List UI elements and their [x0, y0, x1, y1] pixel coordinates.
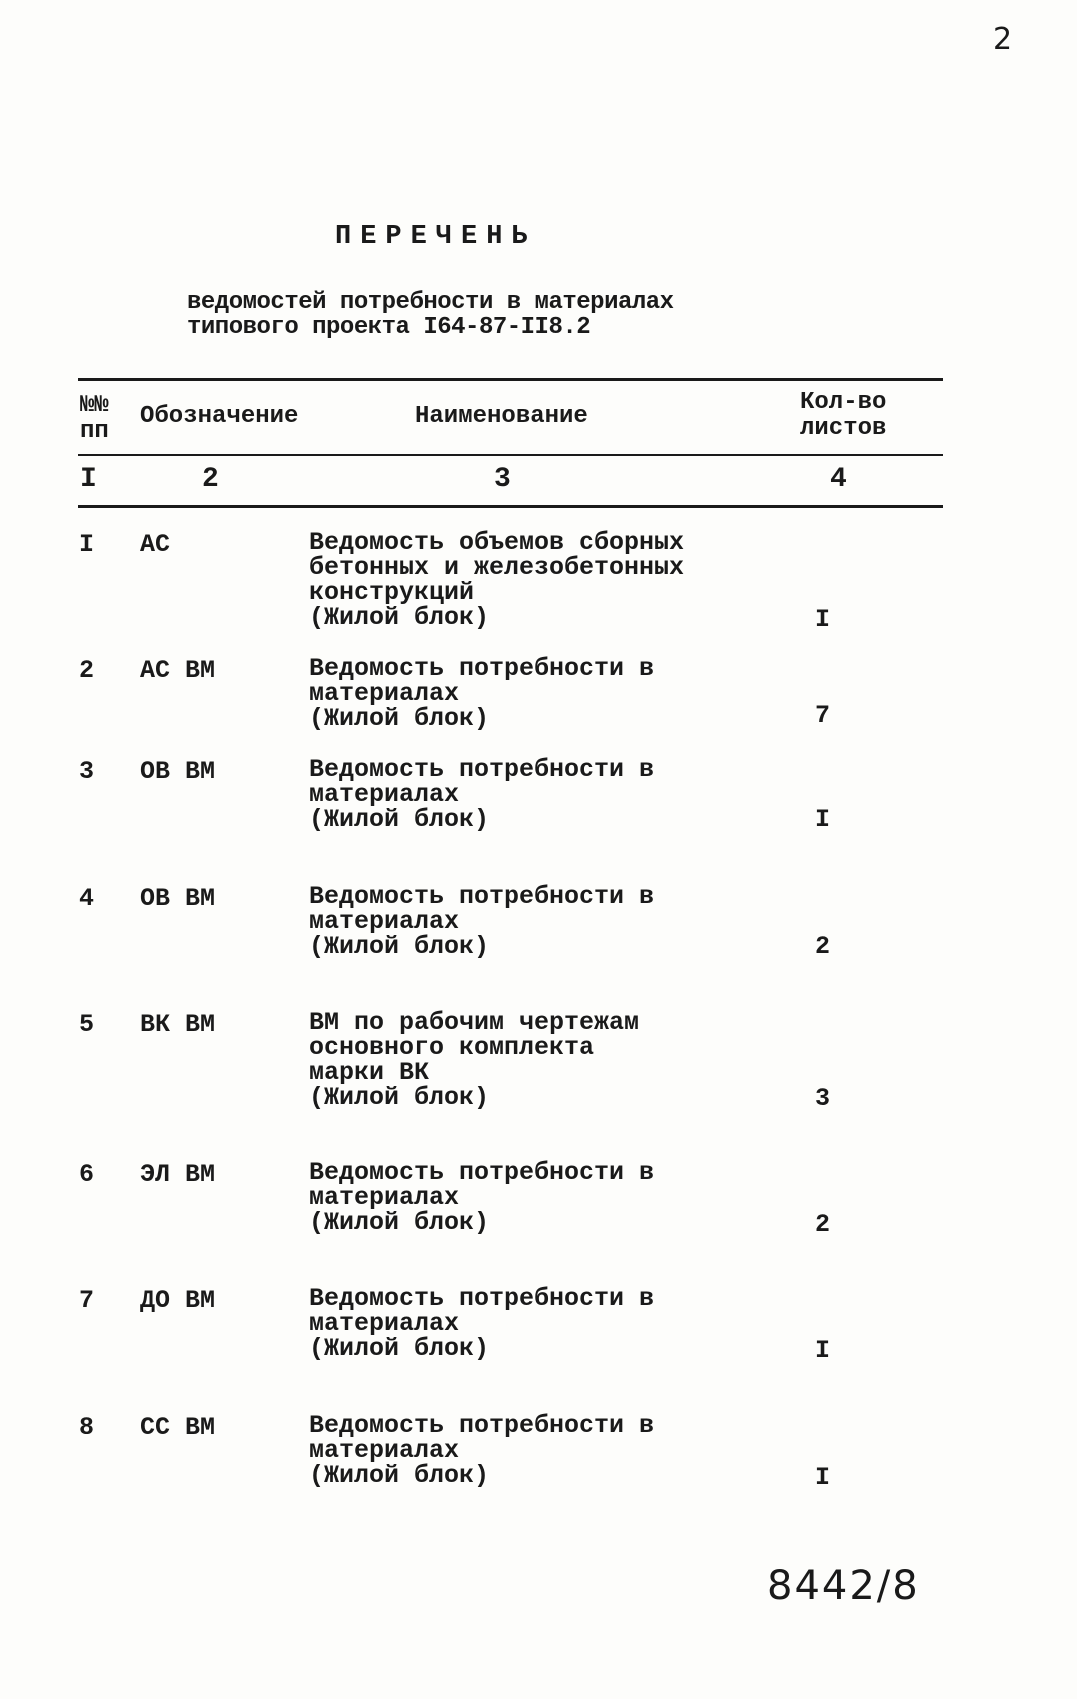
row-number: 4: [79, 884, 95, 913]
row-name: Ведомость объемов сборных бетонных и железобетонных конструкций (Жилой блок): [309, 528, 685, 632]
header-rule: [78, 454, 943, 456]
row-number: 8: [79, 1413, 95, 1442]
handwritten-number: 8442/8: [767, 1563, 920, 1609]
subtitle-line: типового проекта I64-87-II8.2: [187, 314, 591, 341]
row-number: 6: [79, 1160, 95, 1189]
column-number: 3: [494, 464, 511, 495]
row-sheets: 7: [815, 701, 831, 730]
row-designation: ОВ ВМ: [140, 884, 216, 913]
subtitle-line: ведомостей потребности в материалах: [187, 289, 674, 316]
row-name: Ведомость потребности в материалах (Жилой блок): [309, 1284, 655, 1363]
column-number: 2: [202, 464, 219, 495]
header-sheets: Кол-во листов: [800, 389, 887, 442]
row-name: Ведомость потребности в материалах (Жилой блок): [309, 654, 655, 733]
row-name: Ведомость потребности в материалах (Жилой блок): [309, 1158, 655, 1237]
row-name: Ведомость потребности в материалах (Жилой блок): [309, 755, 655, 834]
row-number: 3: [79, 757, 95, 786]
row-sheets: I: [815, 605, 831, 634]
row-designation: ЭЛ ВМ: [140, 1160, 216, 1189]
column-numbers-rule: [78, 505, 943, 508]
row-sheets: 2: [815, 1210, 831, 1239]
row-number: 5: [79, 1010, 95, 1039]
header-name: Наименование: [415, 403, 588, 430]
document-subtitle: [187, 290, 674, 340]
row-number: 2: [79, 656, 95, 685]
row-designation: ОВ ВМ: [140, 757, 216, 786]
row-number: 7: [79, 1286, 95, 1315]
column-number: 4: [830, 464, 847, 495]
row-sheets: 3: [815, 1084, 831, 1113]
row-designation: СС ВМ: [140, 1413, 216, 1442]
column-number: I: [80, 464, 97, 495]
row-sheets: I: [815, 1336, 831, 1365]
row-designation: ДО ВМ: [140, 1286, 216, 1315]
table-top-rule: [78, 378, 943, 381]
header-num: №№ пп: [80, 392, 109, 445]
header-designation: Обозначение: [140, 403, 299, 430]
row-number: I: [79, 530, 95, 559]
row-sheets: I: [815, 805, 831, 834]
page-number: 2: [993, 22, 1013, 57]
row-name: ВМ по рабочим чертежам основного комплекта марки ВК (Жилой блок): [309, 1008, 640, 1112]
row-sheets: I: [815, 1463, 831, 1492]
row-designation: АС ВМ: [140, 656, 216, 685]
document-title: ПЕРЕЧЕНЬ: [335, 222, 537, 252]
row-name: Ведомость потребности в материалах (Жилой блок): [309, 1411, 655, 1490]
row-designation: АС: [140, 530, 171, 559]
row-name: Ведомость потребности в материалах (Жилой блок): [309, 882, 655, 961]
row-designation: ВК ВМ: [140, 1010, 216, 1039]
row-sheets: 2: [815, 932, 831, 961]
